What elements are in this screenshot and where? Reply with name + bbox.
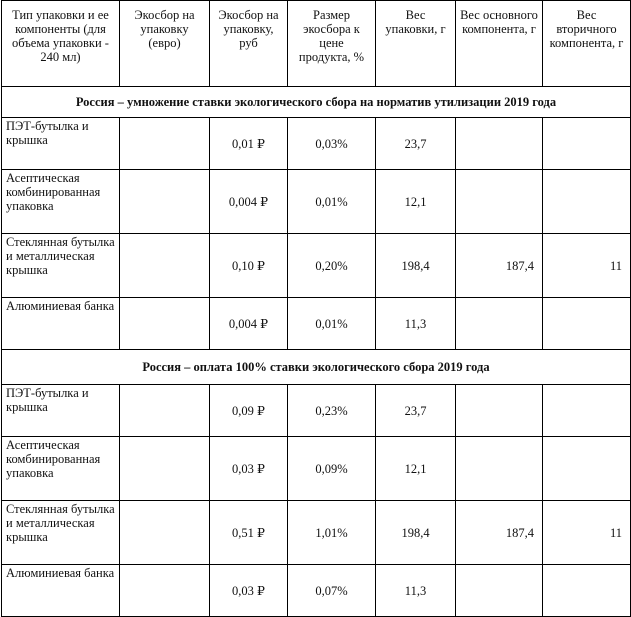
cell-pct: 0,01%: [288, 298, 376, 350]
header-row: [2, 1, 631, 87]
section-title: Россия – оплата 100% ставки экологического сбора 2019 года: [2, 350, 631, 385]
table-row: [2, 385, 631, 437]
ecofee-table: [1, 0, 631, 617]
header-ecofee-rub: Экосбор на упаковку, руб: [210, 1, 288, 87]
cell-name: Асептическая комбинированная упаковка: [2, 437, 120, 501]
cell-main: [456, 118, 543, 170]
cell-weight: 198,4: [376, 234, 456, 298]
cell-secondary: [543, 298, 631, 350]
header-package-type: Тип упаковки и ее компоненты (для объема упаковки - 240 мл): [2, 1, 120, 87]
cell-main: 187,4: [456, 501, 543, 565]
table-row: [2, 437, 631, 501]
table-row: [2, 501, 631, 565]
table-row: [2, 118, 631, 170]
header-ecofee-euro: Экосбор на упаковку (евро): [120, 1, 210, 87]
cell-weight: 198,4: [376, 501, 456, 565]
cell-name: Стеклянная бутылка и металлическая крышка: [2, 501, 120, 565]
cell-pct: 0,07%: [288, 565, 376, 617]
cell-rub: 0,10 ₽: [210, 234, 288, 298]
cell-secondary: [543, 170, 631, 234]
cell-secondary: [543, 118, 631, 170]
cell-euro: [120, 170, 210, 234]
cell-weight: 23,7: [376, 118, 456, 170]
cell-secondary: 11: [543, 501, 631, 565]
section-title: Россия – умножение ставки экологического сбора на норматив утилизации 2019 года: [2, 87, 631, 118]
cell-euro: [120, 501, 210, 565]
cell-euro: [120, 437, 210, 501]
cell-weight: 12,1: [376, 170, 456, 234]
cell-secondary: [543, 565, 631, 617]
cell-rub: 0,09 ₽: [210, 385, 288, 437]
cell-weight: 23,7: [376, 385, 456, 437]
cell-pct: 0,23%: [288, 385, 376, 437]
header-secondary-weight: Вес вторичного компонента, г: [543, 1, 631, 87]
header-main-weight: Вес основного компонента, г: [456, 1, 543, 87]
cell-name: Стеклянная бутылка и металлическая крышка: [2, 234, 120, 298]
cell-weight: 12,1: [376, 437, 456, 501]
cell-secondary: 11: [543, 234, 631, 298]
table-row: [2, 234, 631, 298]
cell-main: [456, 385, 543, 437]
cell-rub: 0,01 ₽: [210, 118, 288, 170]
cell-main: [456, 437, 543, 501]
cell-euro: [120, 298, 210, 350]
cell-pct: 0,03%: [288, 118, 376, 170]
cell-name: ПЭТ-бутылка и крышка: [2, 118, 120, 170]
section-header: [2, 350, 631, 385]
cell-pct: 0,20%: [288, 234, 376, 298]
cell-euro: [120, 385, 210, 437]
cell-pct: 0,01%: [288, 170, 376, 234]
cell-rub: 0,004 ₽: [210, 298, 288, 350]
cell-secondary: [543, 385, 631, 437]
cell-name: Алюминиевая банка: [2, 298, 120, 350]
table-row: [2, 298, 631, 350]
cell-euro: [120, 118, 210, 170]
header-ecofee-share: Размер экосбора к цене продукта, %: [288, 1, 376, 87]
table-row: [2, 565, 631, 617]
cell-weight: 11,3: [376, 298, 456, 350]
cell-pct: 0,09%: [288, 437, 376, 501]
header-package-weight: Вес упаковки, г: [376, 1, 456, 87]
cell-main: [456, 298, 543, 350]
cell-euro: [120, 234, 210, 298]
cell-euro: [120, 565, 210, 617]
cell-name: Асептическая комбинированная упаковка: [2, 170, 120, 234]
cell-name: ПЭТ-бутылка и крышка: [2, 385, 120, 437]
cell-rub: 0,51 ₽: [210, 501, 288, 565]
cell-rub: 0,03 ₽: [210, 565, 288, 617]
cell-rub: 0,004 ₽: [210, 170, 288, 234]
cell-main: 187,4: [456, 234, 543, 298]
cell-main: [456, 565, 543, 617]
cell-pct: 1,01%: [288, 501, 376, 565]
table-row: [2, 170, 631, 234]
cell-main: [456, 170, 543, 234]
cell-rub: 0,03 ₽: [210, 437, 288, 501]
section-header: [2, 87, 631, 118]
cell-secondary: [543, 437, 631, 501]
cell-name: Алюминиевая банка: [2, 565, 120, 617]
cell-weight: 11,3: [376, 565, 456, 617]
